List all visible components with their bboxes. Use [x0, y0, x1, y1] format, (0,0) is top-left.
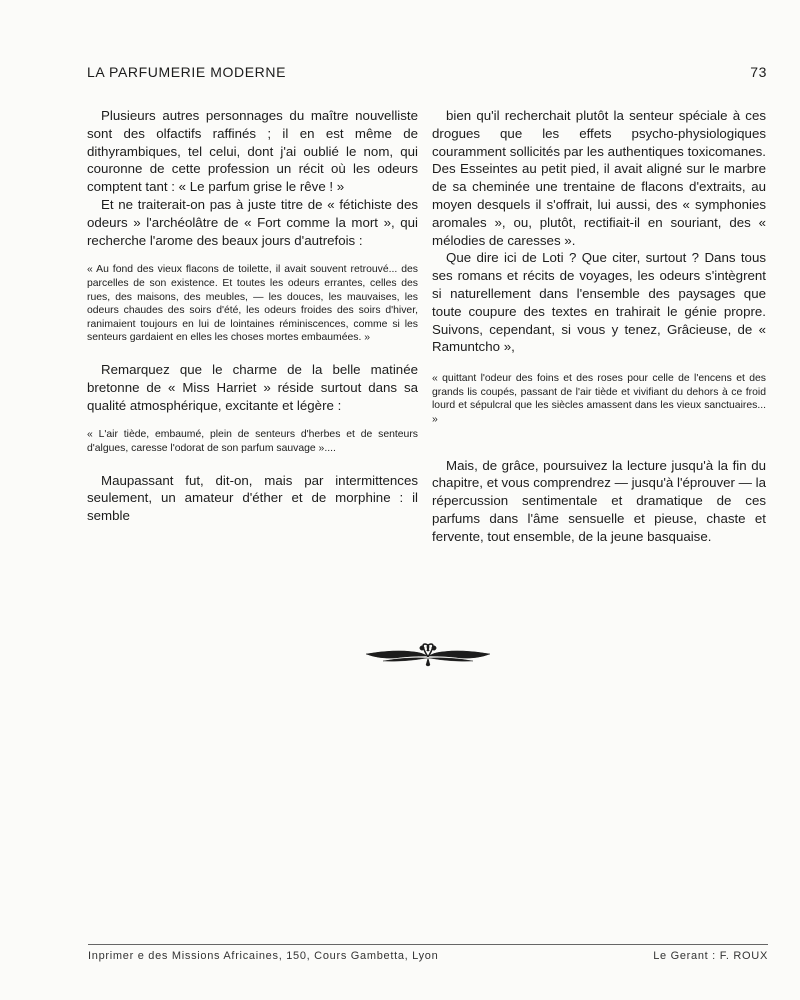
page-footer: [88, 950, 768, 966]
tailpiece-ornament-icon: [365, 641, 491, 669]
manager-credit: Le Gerant : F. ROUX: [653, 950, 768, 962]
running-header: [87, 64, 767, 86]
right-column: [432, 107, 766, 546]
paragraph: Maupassant fut, dit-on, mais par intermittences seulement, un amateur d'éther et de morphine : il semble: [87, 472, 418, 524]
journal-title: LA PARFUMERIE MODERNE: [87, 64, 287, 80]
paragraph: Plusieurs autres personnages du maître nouvelliste sont des olfactifs raffinés ; il en est même de dithyrambiques, tel celui, dont j'ai oublié le nom, qui couronne de cette profession un récit où les odeurs comptent tant : « Le parfum grise le rêve ! »: [87, 108, 418, 195]
paragraph: Et ne traiterait-on pas à juste titre de « fétichiste des odeurs » l'archéolâtre de « Fort comme la mort », qui recherche l'arome des beaux jours d'autrefois :: [87, 196, 418, 248]
paragraph: Que dire ici de Loti ? Que citer, surtout ? Dans tous ses romans et récits de voyages, les odeurs s'intègrent si naturellement dans l'ensemble des paysages que toute coupure des textes en trahirait le génie propre. Suivons, cependant, si vous y tenez, Grâcieuse, de « Ramuntcho »,: [432, 250, 766, 355]
page-number: 73: [750, 64, 767, 80]
printer-imprint: Inprimer e des Missions Africaines, 150, Cours Gambetta, Lyon: [88, 950, 439, 962]
footer-rule: [88, 944, 768, 945]
paragraph: bien qu'il recherchait plutôt la senteur spéciale à ces drogues que les effets psycho-physiologiques couramment sollicités par les authentiques toxicomanes. Des Esseintes au petit pied, il avait aligné sur le marbre de sa cheminée une trentaine de flacons d'extraits, au moyen desquels il s'offrait, lui aussi, des « symphonies aromales », ou, plutôt, rectifiait-il en souriant, des « mélodies de caresses ».: [432, 108, 766, 248]
block-quote: « quittant l'odeur des foins et des roses pour celle de l'encens et des grands lis coupés, passant de l'air tiède et vivifiant du dehors à ce froid lourd et sépulcral que les siècles amassent dans les vieux sanctuaires... »: [432, 373, 766, 425]
paragraph: Remarquez que le charme de la belle matinée bretonne de « Miss Harriet » réside surtout dans sa qualité atmosphérique, excitante et légère :: [87, 361, 418, 413]
left-column: [87, 107, 418, 525]
block-quote: « L'air tiède, embaumé, plein de senteurs d'herbes et de senteurs d'algues, caresse l'odorat de son parfum sauvage »....: [87, 429, 418, 454]
block-quote: « Au fond des vieux flacons de toilette, il avait souvent retrouvé... des parcelles de son existence. Et toutes les odeurs errantes, celles des rues, des maisons, des meubles, — les douces, les mauvaises, les odeurs chaudes des soirs d'été, les odeurs froides des soirs d'hiver, ranimaient toujours en lui de lointaines réminiscences, comme si les senteurs gardaient en elles les choses mortes embaumées. »: [87, 264, 418, 344]
paragraph: Mais, de grâce, poursuivez la lecture jusqu'à la fin du chapitre, et vous comprendrez — jusqu'à l'éprouver — la répercussion sentimentale et dramatique de ces parfums dans l'âme sensuelle et pieuse, chaste et fervente, tout ensemble, de la jeune basquaise.: [432, 457, 766, 544]
